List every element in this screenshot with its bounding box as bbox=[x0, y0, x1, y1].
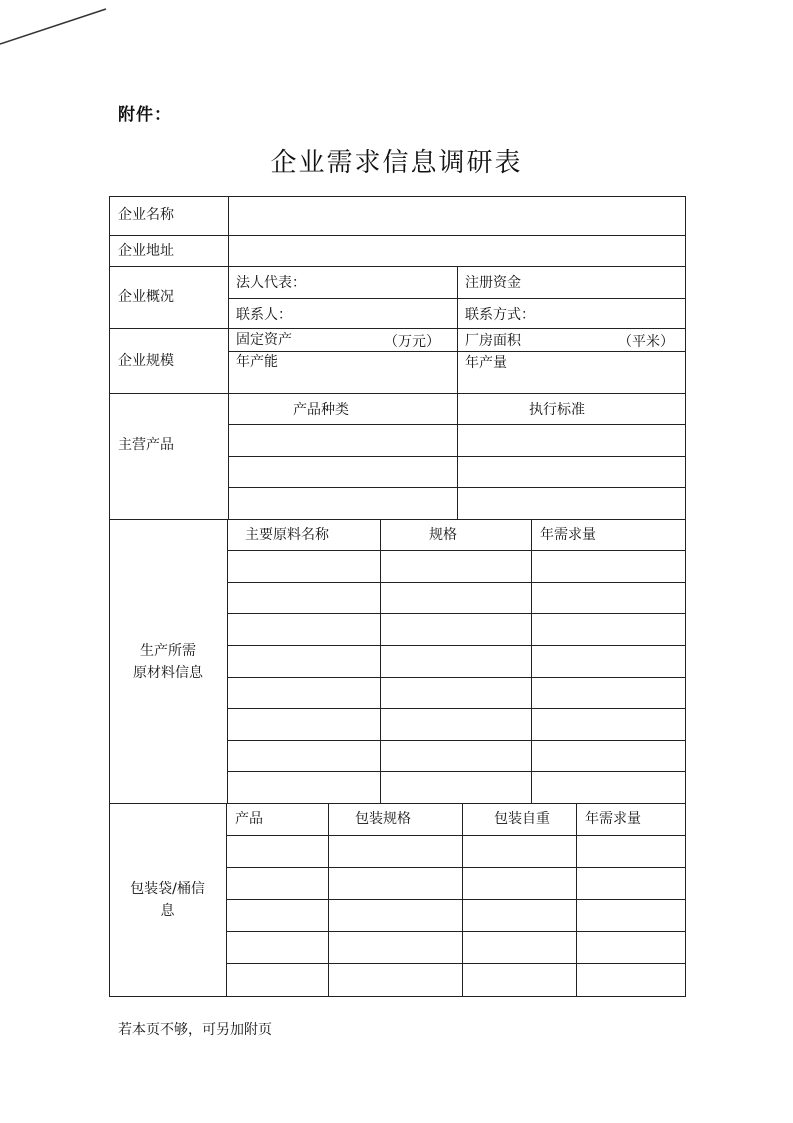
row-divider bbox=[227, 582, 686, 583]
column-divider bbox=[328, 803, 329, 997]
row-divider bbox=[227, 550, 686, 551]
column-divider bbox=[380, 519, 381, 803]
legal-representative-label: 法人代表： bbox=[236, 275, 306, 291]
factory-area-label: 厂房面积 bbox=[465, 333, 521, 349]
attachment-label: 附件： bbox=[118, 105, 172, 125]
row-divider bbox=[226, 835, 686, 836]
product-category-header: 产品种类 bbox=[293, 402, 349, 418]
row-divider bbox=[226, 867, 686, 868]
factory-area-unit: （平米） bbox=[618, 334, 674, 350]
row-divider bbox=[227, 740, 686, 741]
contact-method-label: 联系方式： bbox=[465, 307, 535, 323]
packaging-demand-header: 年需求量 bbox=[585, 811, 641, 827]
contact-person-label: 联系人： bbox=[236, 307, 292, 323]
label-column-divider bbox=[227, 519, 228, 803]
fixed-assets-unit: （万元） bbox=[384, 334, 440, 350]
raw-materials-label bbox=[109, 640, 227, 684]
row-divider bbox=[109, 328, 686, 329]
annual-output-label: 年产量 bbox=[465, 355, 507, 371]
row-divider bbox=[227, 645, 686, 646]
packaging-spec-header: 包装规格 bbox=[355, 811, 411, 827]
row-divider bbox=[226, 899, 686, 900]
annual-capacity-label: 年产能 bbox=[236, 354, 278, 370]
row-divider bbox=[227, 613, 686, 614]
packaging-label-line2: 息 bbox=[160, 903, 175, 919]
footer-note: 若本页不够，可另加附页 bbox=[118, 1022, 272, 1038]
packaging-product-header: 产品 bbox=[235, 811, 263, 827]
company-address-field[interactable] bbox=[230, 237, 685, 265]
column-divider bbox=[457, 393, 458, 519]
raw-materials-label-line2: 原材料信息 bbox=[133, 665, 203, 681]
label-column-divider bbox=[228, 196, 229, 519]
packaging-label bbox=[109, 878, 226, 922]
row-divider bbox=[227, 771, 686, 772]
column-divider bbox=[576, 803, 577, 997]
row-divider bbox=[109, 393, 686, 394]
row-divider bbox=[109, 235, 686, 236]
company-address-label: 企业地址 bbox=[118, 243, 174, 259]
row-divider bbox=[227, 677, 686, 678]
column-divider bbox=[462, 803, 463, 997]
packaging-weight-header: 包装自重 bbox=[494, 811, 550, 827]
standard-header: 执行标准 bbox=[529, 402, 585, 418]
raw-material-demand-header: 年需求量 bbox=[540, 527, 596, 543]
column-divider bbox=[457, 266, 458, 328]
row-divider bbox=[227, 708, 686, 709]
packaging-label-line1: 包装袋/桶信 bbox=[130, 881, 205, 897]
registered-capital-label: 注册资金 bbox=[465, 275, 521, 291]
company-overview-label: 企业概况 bbox=[118, 289, 174, 305]
fixed-assets-label: 固定资产 bbox=[236, 332, 292, 348]
survey-form-table bbox=[109, 196, 686, 997]
raw-material-name-header: 主要原料名称 bbox=[245, 527, 329, 543]
raw-materials-label-line1: 生产所需 bbox=[140, 643, 196, 659]
company-name-field[interactable] bbox=[230, 198, 685, 234]
scan-edge-mark bbox=[0, 0, 120, 50]
column-divider bbox=[531, 519, 532, 803]
page-title: 企业需求信息调研表 bbox=[270, 148, 523, 178]
row-divider bbox=[226, 963, 686, 964]
main-products-label: 主营产品 bbox=[118, 437, 174, 453]
column-divider bbox=[457, 328, 458, 393]
company-name-label: 企业名称 bbox=[118, 207, 174, 223]
row-divider bbox=[109, 519, 686, 520]
raw-material-spec-header: 规格 bbox=[429, 527, 457, 543]
row-divider bbox=[226, 931, 686, 932]
row-divider bbox=[109, 266, 686, 267]
company-scale-label: 企业规模 bbox=[118, 353, 174, 369]
row-divider bbox=[109, 803, 686, 804]
